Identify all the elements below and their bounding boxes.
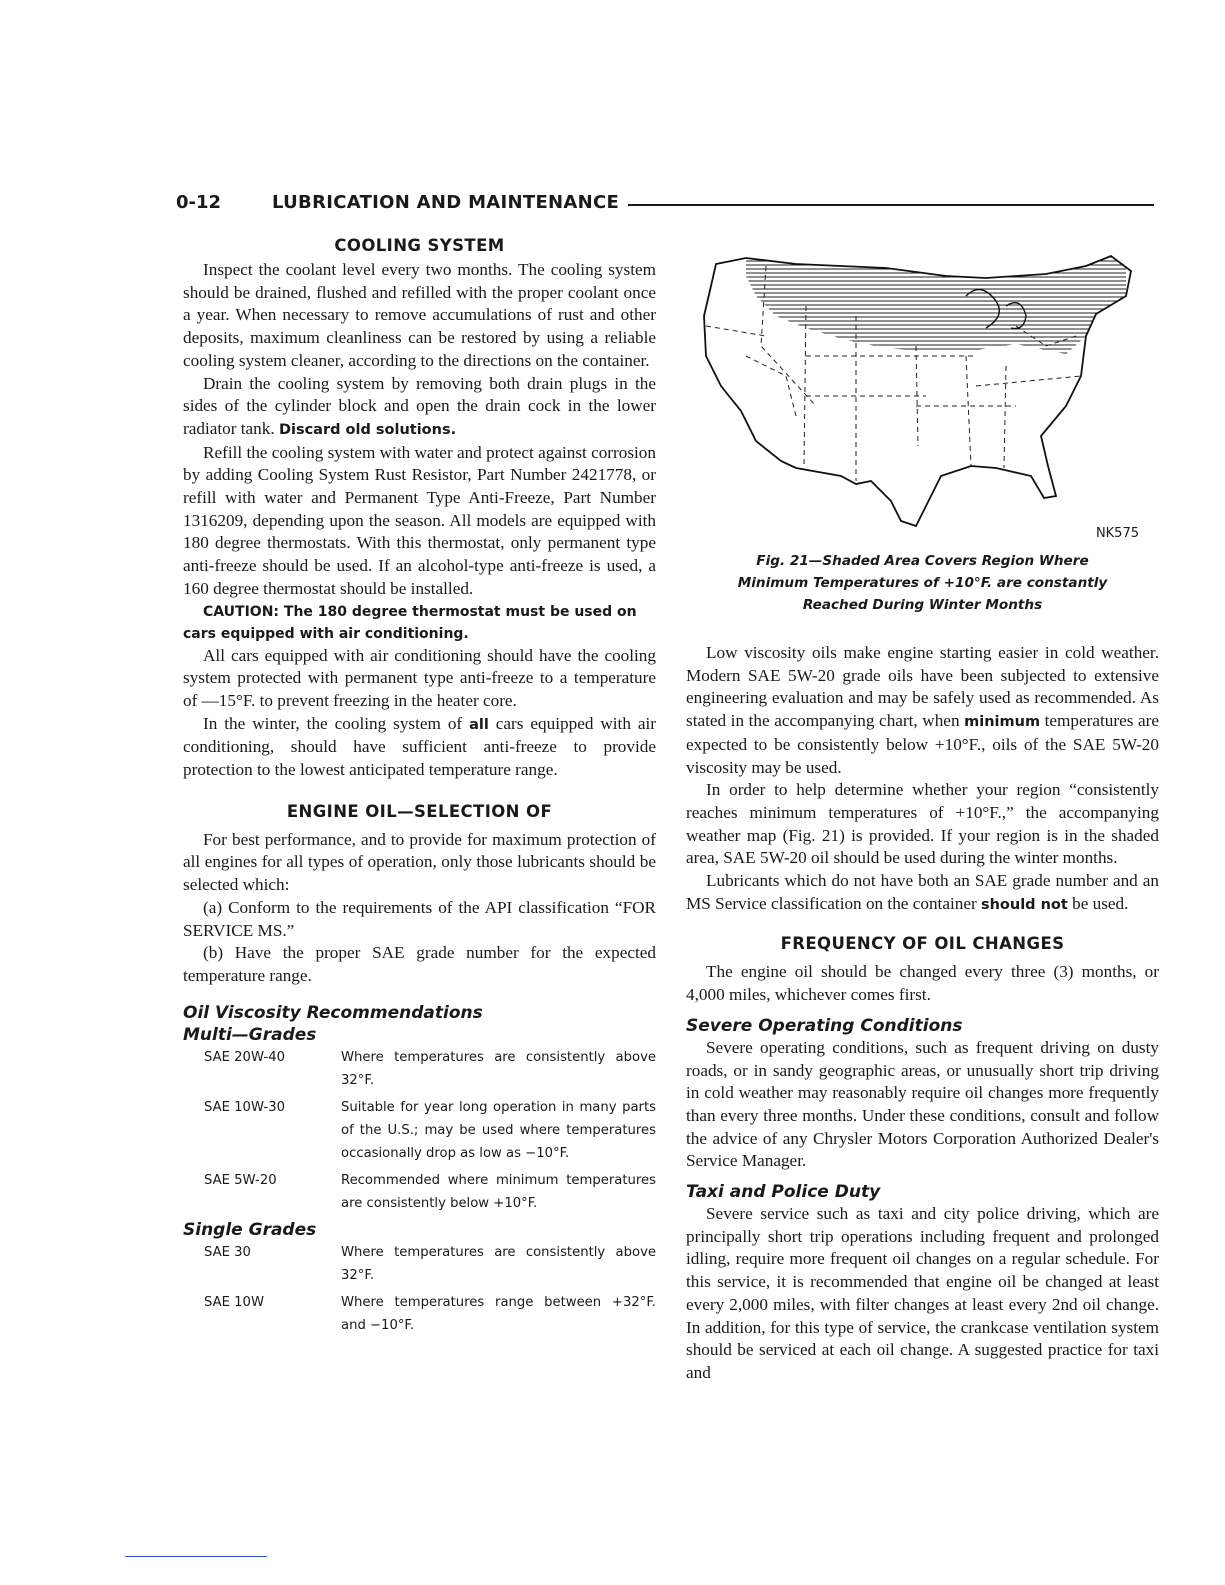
single-grades-table	[183, 1241, 656, 1341]
table-row	[183, 1241, 656, 1291]
multi-grades-heading: Multi—Grades	[183, 1024, 317, 1045]
region-paragraph: In order to help determine whether your region “consistently reaches minimum temperatures of +10°F.,” the accompanying weather map (Fig. 21) is provided. If your region is in the shaded area, SAE 5W-20 oil should be used during the winter months.	[686, 780, 1159, 868]
figure-caption	[686, 550, 1159, 616]
grade-description: Where temperatures range between +32°F. and −10°F.	[341, 1294, 656, 1333]
severe-conditions-heading: Severe Operating Conditions	[686, 1015, 963, 1036]
single-grades-heading: Single Grades	[183, 1219, 317, 1240]
page-number: 0-12	[176, 192, 222, 213]
engine-oil-heading: ENGINE OIL—SELECTION OF	[286, 801, 553, 821]
table-row	[183, 1291, 656, 1341]
lubricants-a: Lubricants which do not have both an SAE grade number and an MS Service classification on the container	[686, 871, 1159, 913]
grade-cell: SAE 10W-30	[204, 1099, 285, 1115]
low-viscosity-paragraph	[686, 642, 1159, 779]
low-viscosity-a: Low viscosity oils make engine starting easier in cold weather. Modern SAE 5W-20 grade oils have been subjected to extensive engineering evaluation and may be safely used as recommended. As stated in the accompanying chart, when	[686, 643, 1159, 731]
cooling-paragraph-4: All cars equipped with air conditioning should have the cooling system protected with permanent type anti-freeze to a temperature of —15°F. to prevent freezing in the heater core.	[183, 645, 656, 710]
grade-cell: SAE 30	[204, 1244, 251, 1260]
taxi-police-heading: Taxi and Police Duty	[686, 1182, 881, 1203]
us-map-illustration	[686, 236, 1159, 546]
cooling-paragraph-5	[183, 713, 656, 782]
lubricants-b: be used.	[1067, 893, 1129, 913]
section-title: LUBRICATION AND MAINTENANCE	[272, 192, 620, 213]
cooling-paragraph-5-b: cars equipped with air conditioning, should have sufficient anti-freeze to provide protection to the lowest anticipated temperature range.	[183, 713, 656, 780]
table-row	[183, 1046, 656, 1096]
grade-description: Suitable for year long operation in many parts of the U.S.; may be used where temperatures occasionally drop as low as −10°F.	[341, 1099, 656, 1161]
footer-rule	[125, 1556, 267, 1557]
cooling-paragraph-2-text: Drain the cooling system by removing both drain plugs in the sides of the cylinder block and open the drain cock in the lower radiator tank.	[183, 373, 656, 438]
should-not-emphasis: should not	[980, 896, 1068, 913]
cooling-paragraph-2	[183, 373, 656, 442]
all-emphasis: all	[469, 716, 489, 733]
table-row	[183, 1096, 656, 1169]
lubricants-paragraph	[686, 870, 1159, 916]
severe-conditions-paragraph: Severe operating conditions, such as frequent driving on dusty roads, or in sandy geographic areas, or unusually short trip driving in cold weather may reasonably require oil changes more frequently than every three months. Under these conditions, consult and follow the advice of any Chrysler Motors Corporation Authorized Dealer's Service Manager.	[686, 1037, 1159, 1171]
grade-cell: SAE 20W-40	[204, 1049, 285, 1065]
us-temperature-map-figure	[686, 236, 1159, 546]
grade-cell: SAE 5W-20	[204, 1172, 277, 1188]
figure-caption-line-3: Reached During Winter Months	[802, 597, 1043, 613]
grade-description: Where temperatures are consistently above 32°F.	[341, 1244, 656, 1283]
header-rule	[628, 204, 1154, 206]
discard-old-solutions: Discard old solutions.	[278, 421, 457, 438]
oil-paragraph-b: (b) Have the proper SAE grade number for the expected temperature range.	[183, 943, 656, 985]
left-column	[183, 236, 656, 1341]
figure-caption-line-1: Fig. 21—Shaded Area Covers Region Where	[756, 553, 1089, 569]
low-viscosity-b: temperatures are expected to be consistently below +10°F., oils of the SAE 5W-20 viscosity may be used.	[686, 711, 1159, 777]
cooling-paragraph-5-a: In the winter, the cooling system of	[203, 713, 470, 733]
grade-cell: SAE 10W	[204, 1294, 264, 1310]
cooling-paragraph-1: Inspect the coolant level every two months. The cooling system should be drained, flushed and refilled with the proper coolant once a year. When necessary to remove accumulations of rust and other deposits, maximum cleanliness can be restored by using a reliable cooling system cleaner, according to the directions on the container.	[183, 260, 656, 370]
taxi-police-paragraph: Severe service such as taxi and city police driving, which are principally short trip operations including frequent and prolonged idling, require more frequent oil changes on a regular schedule. For this service, it is recommended that engine oil be changed at least every 2,000 miles, with filter changes at least every 2nd oil change. In addition, for this type of service, the crankcase ventilation system should be serviced at each oil change. A suggested practice for taxi and	[686, 1204, 1159, 1382]
multi-grades-table	[183, 1046, 656, 1219]
table-row	[183, 1169, 656, 1219]
page-header	[176, 192, 1154, 222]
map-code: NK575	[1095, 526, 1139, 541]
oil-paragraph-1: For best performance, and to provide for maximum protection of all engines for all types of operation, only those lubricants should be selected which:	[183, 829, 656, 895]
figure-caption-line-2: Minimum Temperatures of +10°F. are constantly	[737, 575, 1108, 591]
grade-description: Where temperatures are consistently above 32°F.	[341, 1049, 656, 1088]
grade-description: Recommended where minimum temperatures are consistently below +10°F.	[341, 1172, 656, 1211]
cooling-paragraph-3: Refill the cooling system with water and protect against corrosion by adding Cooling System Rust Resistor, Part Number 2421778, or refill with water and Permanent Type Anti-Freeze, Part Number 1316209, depending upon the season. All models are equipped with 180 degree thermostats. With this thermostat, only permanent type anti-freeze should be used. If an alcohol-type anti-freeze is used, a 160 degree thermostat should be installed.	[183, 442, 656, 598]
minimum-emphasis: minimum	[964, 714, 1041, 731]
viscosity-heading: Oil Viscosity Recommendations	[183, 1002, 483, 1023]
frequency-paragraph: The engine oil should be changed every three (3) months, or 4,000 miles, whichever comes first.	[686, 962, 1159, 1005]
caution-note: CAUTION: The 180 degree thermostat must be used on cars equipped with air conditioning.	[183, 603, 637, 642]
oil-paragraph-a: (a) Conform to the requirements of the API classification “FOR SERVICE MS.”	[183, 897, 656, 940]
cooling-system-heading: COOLING SYSTEM	[334, 236, 505, 255]
right-column	[686, 236, 1159, 1385]
shaded-region	[746, 251, 1126, 354]
frequency-heading: FREQUENCY OF OIL CHANGES	[780, 934, 1065, 954]
